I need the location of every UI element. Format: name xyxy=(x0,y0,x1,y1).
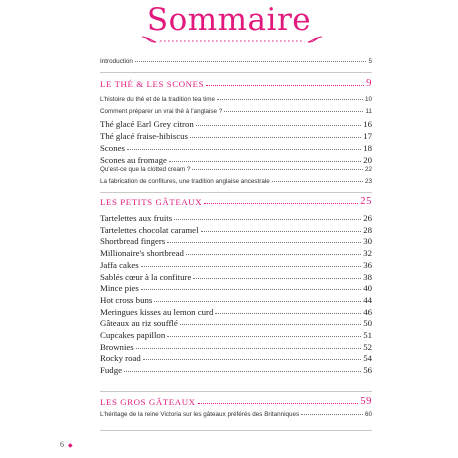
dot-leader xyxy=(169,161,361,162)
dot-leader xyxy=(180,324,361,325)
toc-entry-page-number: 51 xyxy=(363,330,372,340)
toc-entry[interactable] xyxy=(100,155,372,165)
toc-section-heading-label: LE THÉ & LES SCONES xyxy=(100,79,205,89)
toc-entry[interactable] xyxy=(100,178,372,185)
toc-entry-label: Scones xyxy=(100,142,125,153)
toc-entry[interactable] xyxy=(100,225,372,235)
section-divider xyxy=(100,72,372,73)
toc-entry-label: Tartelettes chocolat caramel xyxy=(100,224,199,235)
dot-leader xyxy=(186,254,361,255)
dot-leader xyxy=(154,301,361,302)
toc-entry[interactable] xyxy=(100,119,372,129)
toc-entry-label: Scones au fromage xyxy=(100,154,167,165)
toc-entry-page-number: 52 xyxy=(363,341,372,352)
toc-entry-label: Comment préparer un vrai thé à l'anglaise ? xyxy=(100,107,223,115)
toc-entry-page-number: 50 xyxy=(363,318,372,329)
toc-entry[interactable] xyxy=(100,272,372,282)
dot-leader xyxy=(143,359,361,360)
toc-entry[interactable] xyxy=(100,131,372,141)
toc-entry-page-number: 11 xyxy=(365,107,372,115)
toc-section-heading[interactable] xyxy=(100,196,372,207)
toc-section-heading[interactable] xyxy=(100,396,372,407)
dot-leader xyxy=(167,336,361,337)
toc-entry-page-number: 18 xyxy=(363,142,372,153)
toc-entry[interactable] xyxy=(100,166,372,173)
toc-section-heading-page-number: 25 xyxy=(360,196,372,207)
toc-entry-label: Rocky road xyxy=(100,353,141,364)
section-divider xyxy=(100,391,372,392)
section-divider xyxy=(100,192,372,193)
toc-entry[interactable] xyxy=(100,307,372,317)
section-divider xyxy=(100,430,372,431)
dot-leader xyxy=(206,85,364,86)
toc-entry[interactable] xyxy=(100,411,372,418)
dot-leader xyxy=(135,61,367,62)
toc-entry-introduction[interactable] xyxy=(100,58,372,65)
page-footer xyxy=(60,440,73,449)
toc-entry-label: Brownies xyxy=(100,341,134,352)
toc-entry-page-number: 23 xyxy=(364,177,372,185)
dot-leader xyxy=(192,169,363,170)
dot-leader xyxy=(301,414,363,415)
toc-entry[interactable] xyxy=(100,342,372,352)
toc-entry-label: Qu'est-ce que la clotted cream ? xyxy=(100,166,191,174)
dot-leader xyxy=(204,203,358,204)
toc-entry-label: Tartelettes aux fruits xyxy=(100,213,173,223)
toc-entry[interactable] xyxy=(100,283,372,293)
toc-entry-label: Jaffa cakes xyxy=(100,259,139,270)
dot-leader xyxy=(272,181,363,182)
toc-entry[interactable] xyxy=(100,330,372,340)
dot-leader xyxy=(190,137,361,138)
toc-entry[interactable] xyxy=(100,96,372,103)
dot-leader xyxy=(167,242,361,243)
toc-entry-page-number: 22 xyxy=(364,166,372,174)
toc-section-heading-label: LES PETITS GÂTEAUX xyxy=(100,197,203,207)
toc-entry-label: L'histoire du thé et de la tradition tea time xyxy=(100,96,215,103)
toc-entry-page-number: 30 xyxy=(363,236,372,247)
toc-entry-introduction-page-number: 5 xyxy=(368,58,372,65)
dot-leader xyxy=(217,99,363,100)
dot-leader xyxy=(174,219,361,220)
page-title: Sommaire xyxy=(146,2,312,38)
toc-entry[interactable] xyxy=(100,260,372,270)
toc-entry-page-number: 32 xyxy=(363,248,372,259)
page-number: 6 xyxy=(60,440,64,449)
toc-entry-page-number: 56 xyxy=(363,365,372,376)
dot-leader xyxy=(196,125,361,126)
dot-leader xyxy=(193,278,361,279)
toc-section-heading-page-number: 59 xyxy=(360,396,372,407)
toc-entry[interactable] xyxy=(100,365,372,375)
toc-entry-label: Cupcakes papillon xyxy=(100,330,166,340)
toc-entry-label: Thé glacé fraise-hibiscus xyxy=(100,131,188,142)
toc-entry-label: Gâteaux au riz soufflé xyxy=(100,318,178,329)
toc-entry-label: La fabrication de confitures, une tradition anglaise ancestrale xyxy=(100,177,270,185)
toc-entry-label: Mince pies xyxy=(100,283,139,294)
toc-entry-page-number: 46 xyxy=(363,306,372,317)
toc-entry-page-number: 28 xyxy=(363,224,372,235)
toc-entry-label: Hot cross buns xyxy=(100,294,153,305)
dot-leader xyxy=(224,111,363,112)
dot-leader xyxy=(141,289,361,290)
toc-entry-page-number: 16 xyxy=(363,119,372,130)
dot-leader xyxy=(124,371,361,372)
toc-entry-label: Meringues kisses au lemon curd xyxy=(100,306,214,317)
toc-entry[interactable] xyxy=(100,236,372,246)
toc-entry-introduction-label: Introduction xyxy=(100,58,133,65)
toc-entry[interactable] xyxy=(100,213,372,223)
toc-entry-label: L'héritage de la reine Victoria sur les gâteaux préférés des Britanniques xyxy=(100,411,300,418)
dot-leader xyxy=(198,403,359,404)
toc-entry[interactable] xyxy=(100,248,372,258)
toc-section-heading[interactable] xyxy=(100,78,372,89)
toc-entry-page-number: 10 xyxy=(364,96,372,103)
toc-entry-label: Shortbread fingers xyxy=(100,236,166,247)
toc-entry-label: Fudge xyxy=(100,365,122,376)
toc-entry-page-number: 54 xyxy=(363,353,372,364)
toc-entry-page-number: 17 xyxy=(363,131,372,142)
toc-entry-page-number: 40 xyxy=(363,283,372,294)
dot-leader xyxy=(141,266,362,267)
dot-leader xyxy=(201,231,362,232)
toc-entry-page-number: 20 xyxy=(363,154,372,165)
toc-section-heading-label: LES GROS GÂTEAUX xyxy=(100,397,196,407)
toc-entry-label: Millionaire's shortbread xyxy=(100,248,184,259)
toc-entry[interactable] xyxy=(100,353,372,363)
toc-entry[interactable] xyxy=(100,295,372,305)
toc-entry-page-number: 26 xyxy=(363,213,372,223)
toc-entry-page-number: 38 xyxy=(363,271,372,282)
toc-entry[interactable] xyxy=(100,108,372,115)
toc-entry[interactable] xyxy=(100,143,372,153)
toc-entry-label: Sablés cœur à la confiture xyxy=(100,271,192,282)
toc-entry[interactable] xyxy=(100,318,372,328)
toc-section-heading-page-number: 9 xyxy=(366,78,372,89)
dot-leader xyxy=(127,149,361,150)
toc-entry-page-number: 60 xyxy=(364,411,372,418)
toc-entry-page-number: 44 xyxy=(363,294,372,305)
dot-leader xyxy=(136,348,361,349)
diamond-icon: ◆ xyxy=(68,443,73,449)
toc-entry-page-number: 36 xyxy=(363,259,372,270)
toc-entry-label: Thé glacé Earl Grey citron xyxy=(100,119,194,130)
dot-leader xyxy=(215,313,361,314)
